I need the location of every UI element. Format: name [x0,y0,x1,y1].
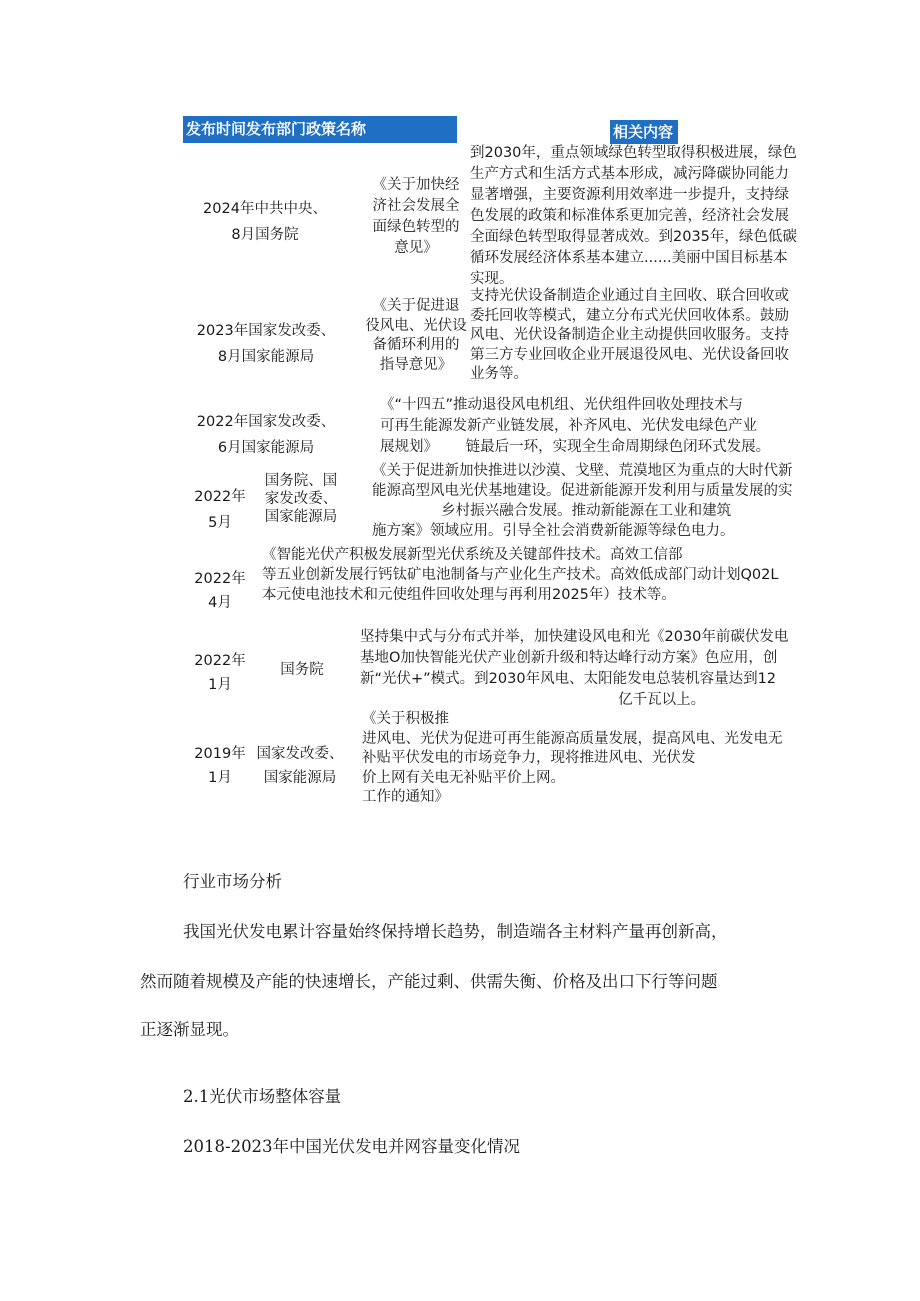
paragraph-line-2: 然而随着规模及产能的快速增长，产能过剩、供需失衡、价格及出口下行等问题 [140,972,718,991]
section-heading: 行业市场分析 [183,872,282,891]
row-7-dept: 国家发改委、 国家能源局 [256,746,344,786]
chart-caption: 2018-2023年中国光伏发电并网容量变化情况 [183,1137,521,1156]
row-1-content: 到2030年，重点领域绿色转型取得积极进展，绿色 生产方式和生活方式基本形成，减污降碳协同能力 显著增强，主要资源利用效率进一步提升，支持绿 色发展的政策和标准体系更加完善，经济社会发展 全面绿色转型取得显著成效。到2035年，绿色低碳 循环发展经济体系基本建立......美丽中国目标基本 实现。 [470,145,797,287]
row-5-date: 2022年 4月 [194,571,246,611]
table-header-right: 相关内容 [610,120,678,144]
row-2-content: 支持光伏设备制造企业通过自主回收、联合回收或 委托回收等模式，建立分布式光伏回收体系。鼓励 风电、光伏设备制造企业主动提供回收服务。支持 第三方专业回收企业开展退役风电、光伏设备回收 业务等。 [470,288,789,382]
row-3-date: 2022年国家发改委、 6月国家能源局 [196,414,336,456]
row-6-content: 坚持集中式与分布式并举，加快建设风电和光《2030年前碳伏发电 基地O加快智能光伏产业创新升级和特达峰行动方案》色应用，创 新“光伏+”模式。到2030年风电、太阳能发电总装机容量达到12 亿千瓦以上。 [360,629,789,708]
row-2-date: 2023年国家发改委、 8月国家能源局 [196,323,336,365]
row-7-date: 2019年 1月 [194,746,246,786]
paragraph-line-3: 正逐渐显现。 [140,1020,239,1039]
row-1-date: 2024年中共中央、 8月国务院 [203,201,327,243]
row-3-content: 《“十四五”推动退役风电机组、光伏组件回收处理技术与 可再生能源发新产业链发展，补齐风电、光伏发电绿色产业 展规划》 链最后一环，实现全生命周期绿色闭环式发展。 [380,397,771,455]
table-header-left: 发布时间发布部门政策名称 [183,116,457,143]
row-4-content: 《关于促进新加快推进以沙漠、戈壁、荒漠地区为重点的大时代新 能源高型风电光伏基地建设。促进新能源开发利用与质量发展的实 乡村振兴融合发展。推动新能源在工业和建筑 施方案》领域应用。引导全社会消费新能源等绿色电力。 [372,463,793,539]
row-6-date: 2022年 1月 [194,653,246,693]
row-2-policy: 《关于促进退 役风电、光伏设 备循环利用的 指导意见》 [365,298,467,373]
row-5-content: 《智能光伏产积极发展新型光伏系统及关键部件技术。高效工信部 等五业创新发展行钙钛矿电池制备与产业化生产技术。高效低成部门动计划Q02L 本元使电池技术和元使组件回收处理与再利用2025年）技术等。 [262,547,779,603]
row-4-date: 2022年 5月 [194,489,246,531]
subsection-heading: 2.1光伏市场整体容量 [183,1087,342,1106]
row-4-dept: 国务院、国 家发改委、 国家能源局 [264,473,338,525]
row-1-policy: 《关于加快经 济社会发展全 面绿色转型的 意见》 [372,177,460,256]
row-7-content: 《关于积极推 进风电、光伏为促进可再生能源高质量发展，提高风电、光发电无 补贴平伏发电的市场竞争力，现将推进风电、光伏发 价上网有关电无补贴平价上网。 工作的通知》 [362,711,783,805]
paragraph-line-1: 我国光伏发电累计容量始终保持增长趋势，制造端各主材料产量再创新高， [183,922,728,941]
row-6-dept: 国务院 [280,662,324,678]
